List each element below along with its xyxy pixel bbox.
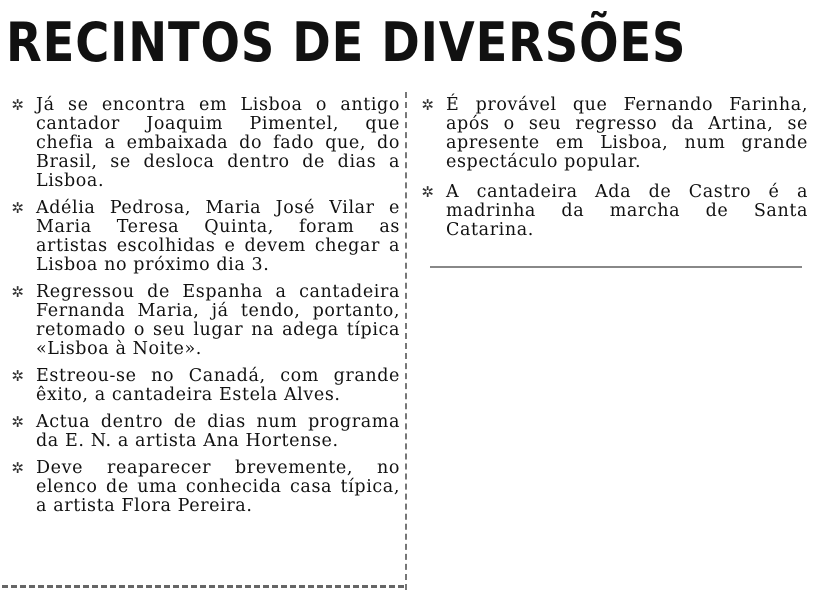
news-item <box>418 183 808 240</box>
news-item-text: É provável que Fernando Farinha, após o seu regresso da Artina, se apresente em Lisboa, num grande espectáculo popular. <box>446 95 808 172</box>
headline: RECINTOS DE DIVERSÕES <box>6 11 687 74</box>
right-column <box>418 96 808 251</box>
bottom-rule <box>2 585 404 588</box>
column-divider <box>405 92 407 590</box>
asterisk-bullet-icon: ✲ <box>11 459 25 477</box>
news-item-text: Deve reaparecer brevemente, no elenco de uma conhecida casa típica, a artista Flora Pereira. <box>36 458 400 516</box>
news-item <box>8 459 400 516</box>
asterisk-bullet-icon: ✲ <box>11 96 25 114</box>
news-item <box>8 96 400 191</box>
news-item-text: Regressou de Espanha a cantadeira Fernanda Maria, já tendo, portanto, retomado o seu lugar na adega típica «Lisboa à Noite». <box>36 282 400 359</box>
asterisk-bullet-icon: ✲ <box>11 367 25 385</box>
asterisk-bullet-icon: ✲ <box>11 199 25 217</box>
news-item <box>8 283 400 359</box>
news-item-text: A cantadeira Ada de Castro é a madrinha da marcha de Santa Catarina. <box>446 182 808 240</box>
news-item-text: Actua dentro de dias num programa da E. N. a artista Ana Hortense. <box>36 412 400 451</box>
news-item <box>8 413 400 451</box>
news-item <box>418 96 808 172</box>
asterisk-bullet-icon: ✲ <box>11 413 25 431</box>
asterisk-bullet-icon: ✲ <box>11 283 25 301</box>
news-item <box>8 199 400 275</box>
right-column-rule <box>430 266 802 268</box>
news-item <box>8 367 400 405</box>
news-item-text: Estreou-se no Canadá, com grande êxito, a cantadeira Estela Alves. <box>36 366 400 405</box>
news-item-text: Adélia Pedrosa, Maria José Vilar e Maria Teresa Quinta, foram as artistas escolhidas e devem chegar a Lisboa no próximo dia 3. <box>36 198 400 275</box>
left-column <box>8 96 400 524</box>
asterisk-bullet-icon: ✲ <box>421 96 435 114</box>
news-item-text: Já se encontra em Lisboa o antigo cantador Joaquim Pimentel, que chefia a embaixada do fado que, do Brasil, se desloca dentro de dias a Lisboa. <box>36 95 400 191</box>
asterisk-bullet-icon: ✲ <box>421 183 435 201</box>
